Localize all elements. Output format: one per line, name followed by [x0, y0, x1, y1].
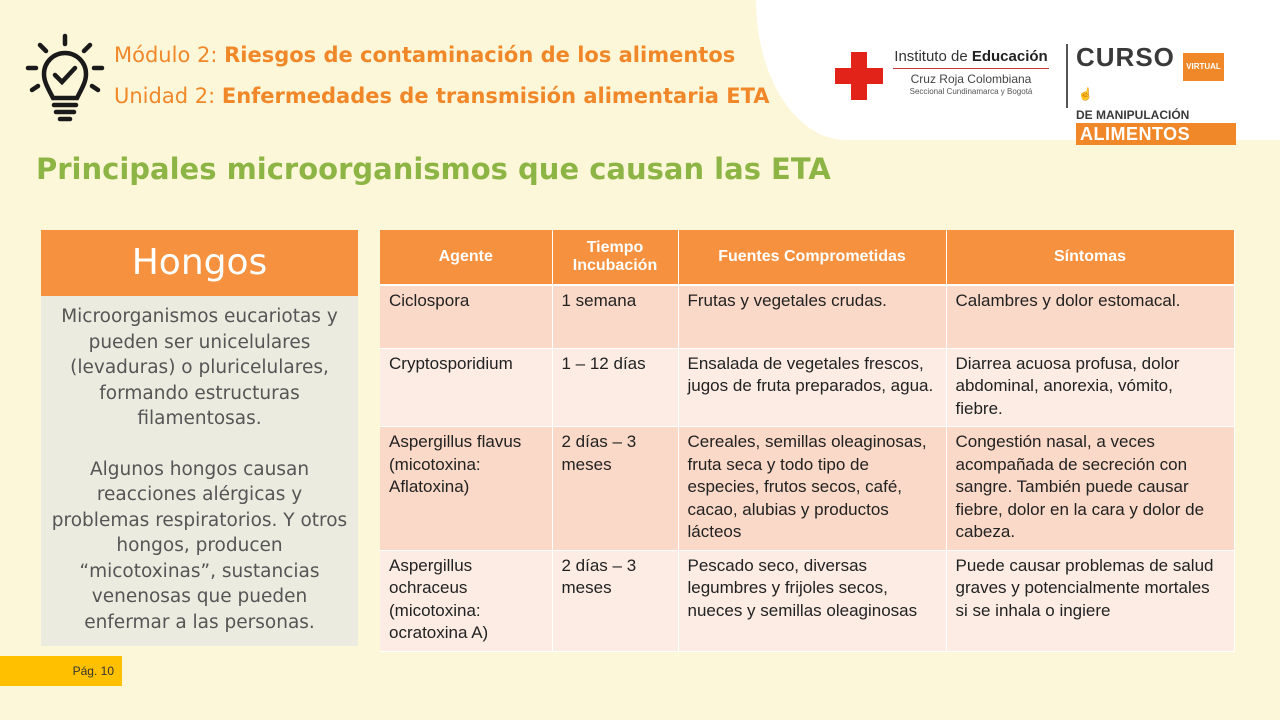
lightbulb-check-icon	[22, 32, 108, 122]
table-cell: Frutas y vegetales crudas.	[678, 285, 946, 348]
course-virtual: VIRTUAL	[1183, 53, 1224, 81]
table-row	[380, 427, 1234, 551]
institute-bold: Educación	[971, 48, 1048, 65]
table-cell: Ensalada de vegetales frescos, jugos de fruta preparados, agua.	[678, 348, 946, 427]
module-prefix: Módulo 2:	[114, 43, 225, 67]
module-title: Riesgos de contaminación de los alimentos	[224, 43, 736, 67]
institute-logo	[893, 48, 1049, 96]
course-line2: DE MANIPULACIÓN	[1076, 108, 1190, 122]
institute-line3: Seccional Cundinamarca y Bogotá	[909, 87, 1033, 96]
table-cell: Puede causar problemas de salud graves y potencialmente mortales si se inhala o ingiere	[946, 550, 1234, 651]
column-header-fuentes: Fuentes Comprometidas	[678, 230, 946, 285]
table-row	[380, 348, 1234, 427]
table-cell: Congestión nasal, a veces acompañada de secreción con sangre. También puede causar fiebre, dolor en la cara y dolor de cabeza.	[946, 427, 1234, 551]
table-cell: Ciclospora	[380, 285, 552, 348]
table-cell: Calambres y dolor estomacal.	[946, 285, 1234, 348]
table-cell: 2 días – 3 meses	[552, 427, 678, 551]
table-cell: Aspergillus flavus (micotoxina: Aflatoxina)	[380, 427, 552, 551]
table-cell: 2 días – 3 meses	[552, 550, 678, 651]
table-cell: Diarrea acuosa profusa, dolor abdominal, anorexia, vómito, fiebre.	[946, 348, 1234, 427]
logo-divider	[1066, 44, 1068, 108]
table-header-row	[380, 230, 1234, 285]
page-number: Pág. 10	[0, 656, 122, 686]
table-cell: Cryptosporidium	[380, 348, 552, 427]
institute-line2: Cruz Roja Colombiana	[910, 72, 1032, 86]
institute-prefix: Instituto de	[894, 48, 972, 65]
red-cross-logo-icon	[835, 52, 883, 100]
table-cell: 1 – 12 días	[552, 348, 678, 427]
panel-paragraph-1: Microorganismos eucariotas y pueden ser unicelulares (levaduras) o pluricelulares, formando estructuras filamentosas.	[61, 306, 338, 429]
panel-body	[41, 296, 358, 646]
table-row	[380, 550, 1234, 651]
table-cell: Pescado seco, diversas legumbres y frijoles secos, nueces y semillas oleaginosas	[678, 550, 946, 651]
course-logo	[1076, 44, 1236, 145]
slide-title: Principales microorganismos que causan las ETA	[36, 152, 831, 186]
unit-title: Enfermedades de transmisión alimentaria ETA	[221, 84, 770, 108]
column-header-agente: Agente	[380, 230, 552, 285]
microorganisms-table	[380, 230, 1235, 652]
panel-paragraph-2: Algunos hongos causan reacciones alérgicas y problemas respiratorios. Y otros hongos, producen “micotoxinas”, sustancias venenosas que pueden enfermar a las personas.	[51, 458, 348, 633]
module-heading	[114, 43, 735, 67]
table-row	[380, 285, 1234, 348]
course-line3: ALIMENTOS	[1076, 123, 1236, 145]
table-cell: Aspergillus ochraceus (micotoxina: ocratoxina A)	[380, 550, 552, 651]
hand-pointer-icon: ☝	[1078, 87, 1094, 101]
column-header-tiempo: Tiempo Incubación	[552, 230, 678, 285]
column-header-sintomas: Síntomas	[946, 230, 1234, 285]
unit-heading	[114, 84, 770, 108]
course-word: CURSO	[1076, 42, 1175, 72]
panel-heading: Hongos	[41, 230, 358, 296]
table-cell: Cereales, semillas oleaginosas, fruta seca y todo tipo de especies, frutos secos, café, cacao, alubias y productos lácteos	[678, 427, 946, 551]
unit-prefix: Unidad 2:	[114, 84, 222, 108]
table-cell: 1 semana	[552, 285, 678, 348]
